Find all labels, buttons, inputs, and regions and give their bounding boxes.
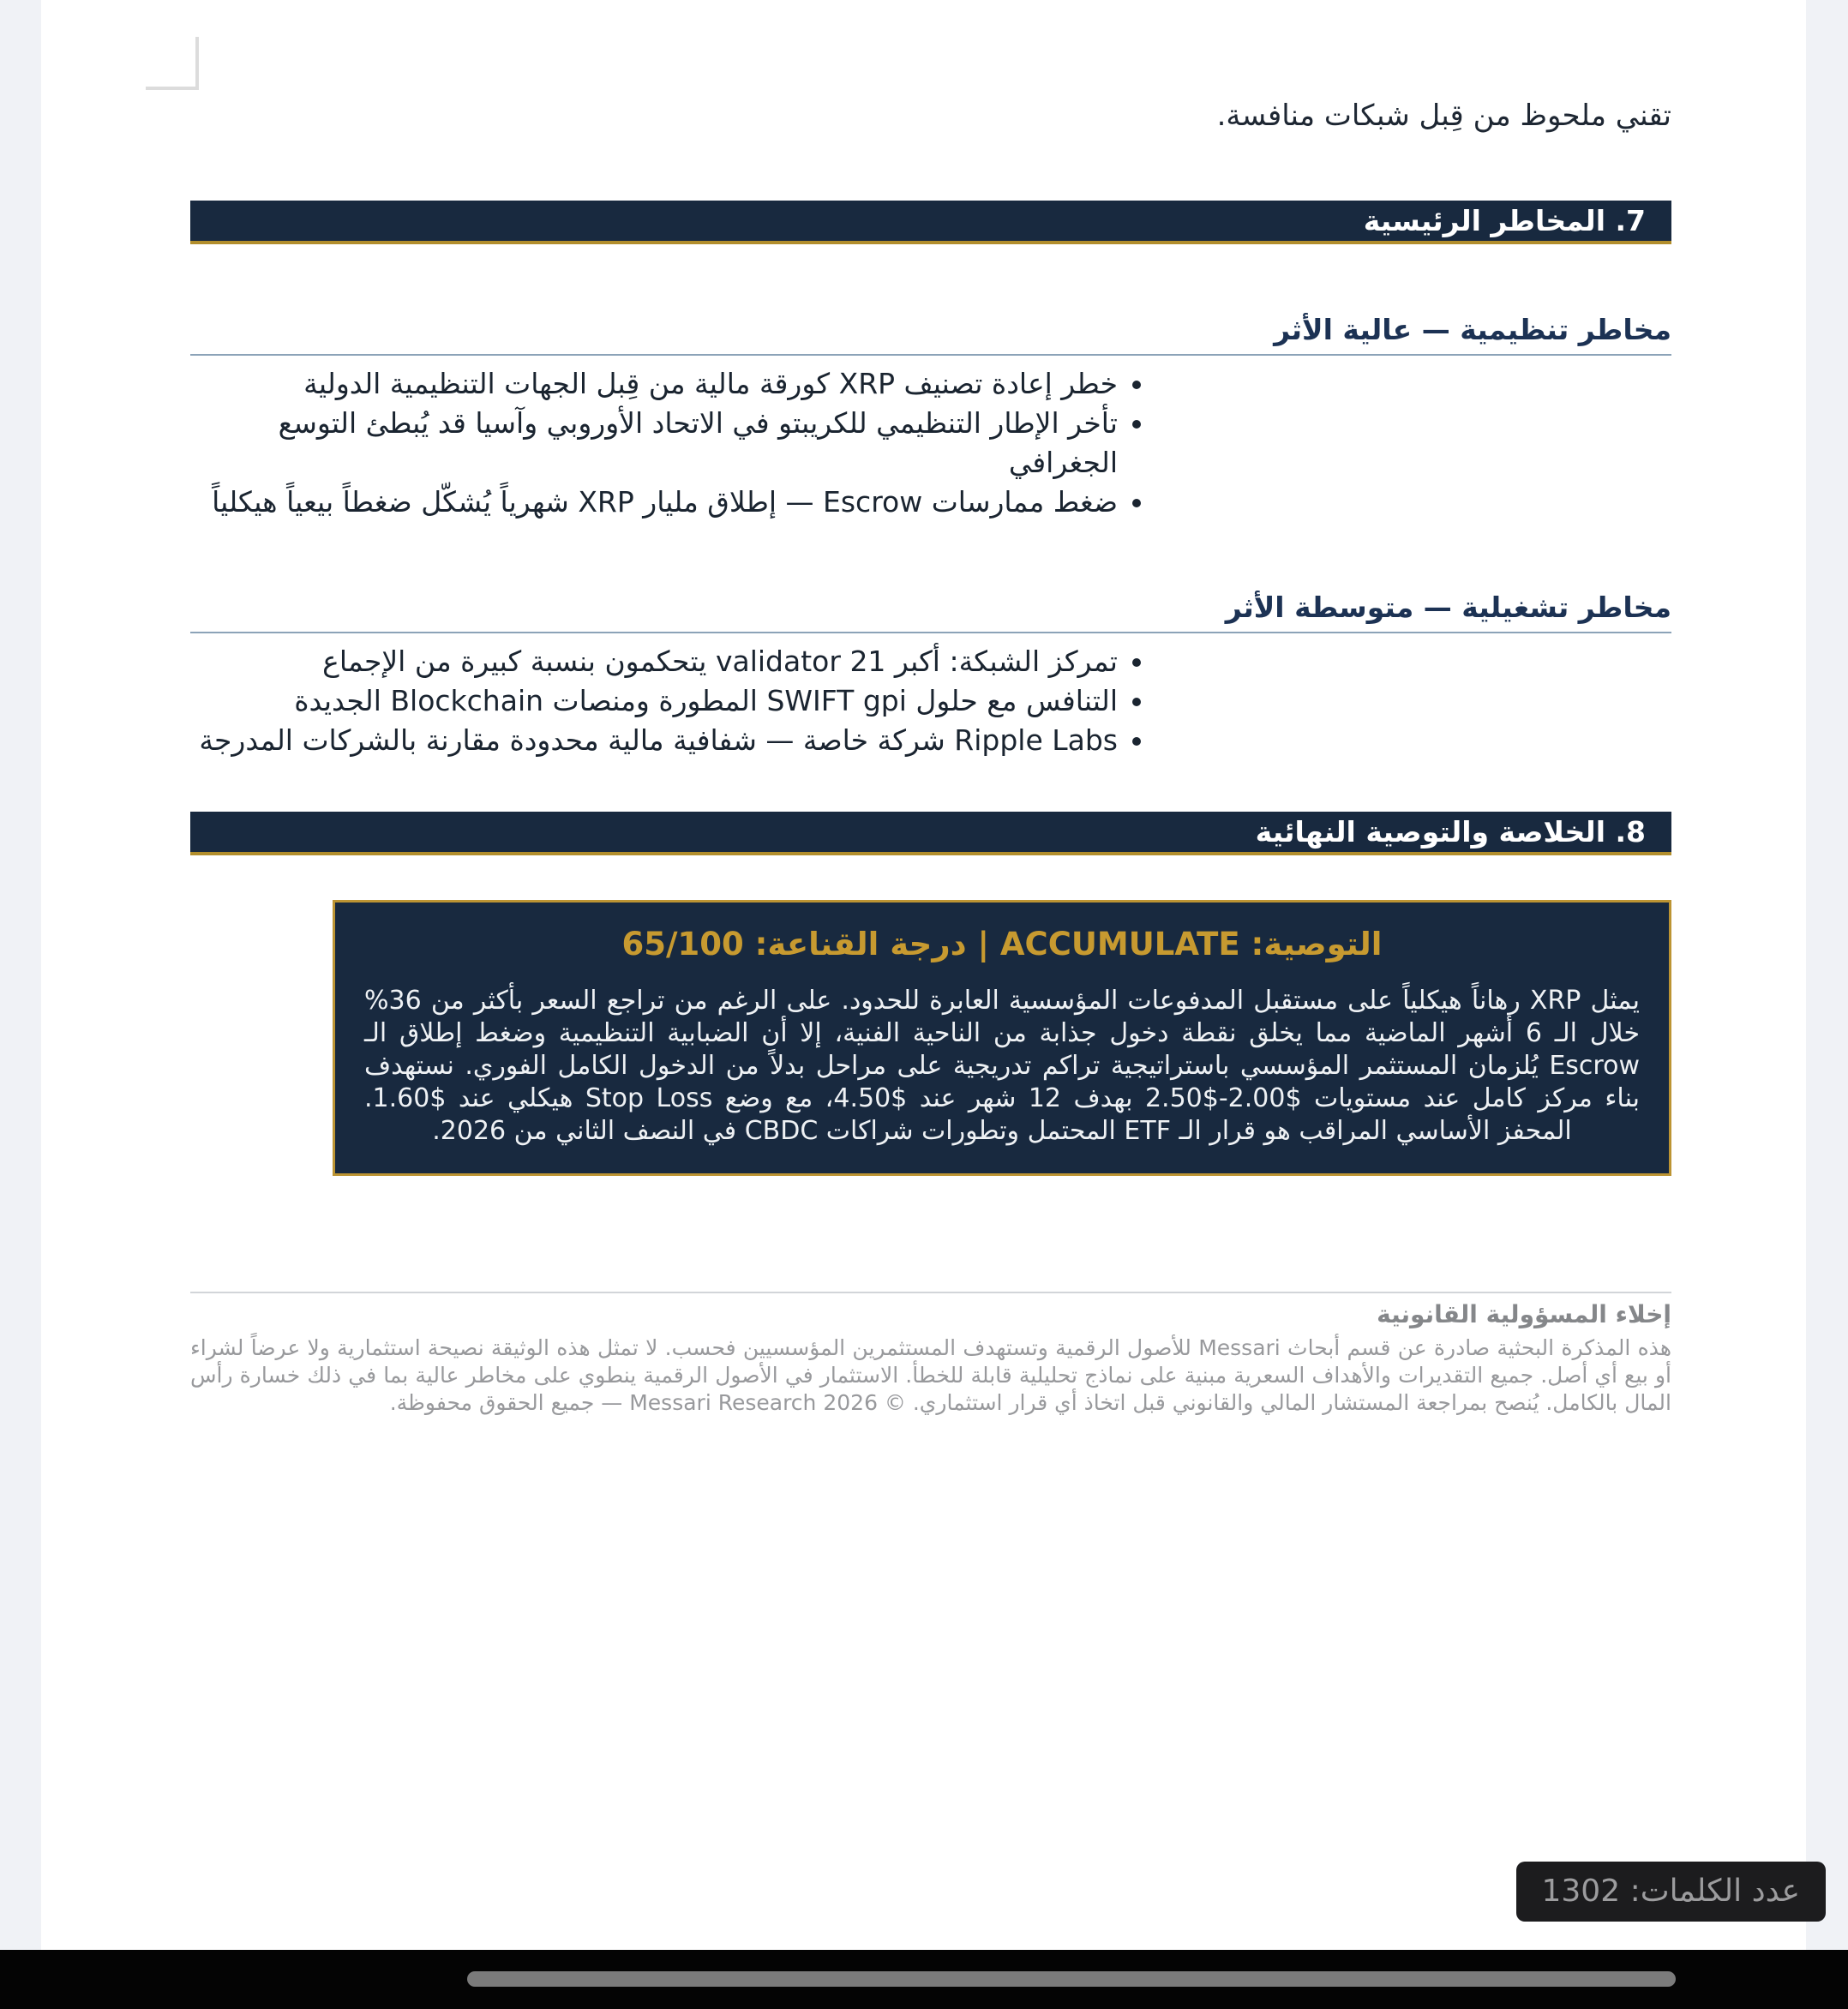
list-item: • التنافس مع حلول SWIFT gpi المطورة ومنصات Blockchain الجديدة [190,681,1118,721]
word-count-badge: عدد الكلمات: 1302 [1516,1862,1827,1922]
disclaimer-body: هذه المذكرة البحثية صادرة عن قسم أبحاث Messari للأصول الرقمية وتستهدف المستثمرين المؤسسيين فحسب. لا تمثل هذه الوثيقة نصيحة استثمارية ولا عرضاً لشراء أو بيع أي أصل. جميع التقديرات والأهداف السعرية مبنية على نماذج تحليلية قابلة للخطأ. الاستثمار في الأصول الرقمية ينطوي على مخاطر عالية بما في ذلك خسارة رأس المال بالكامل. يُنصح بمراجعة المستشار المالي والقانوني قبل اتخاذ أي قرار استثماري. © Messari Research 2026 — جميع الحقوق محفوظة. [190,1335,1672,1415]
recommendation-callout-box [333,900,1671,1176]
document-page [190,90,1671,1417]
list-item: • Ripple Labs شركة خاصة — شفافية مالية محدودة مقارنة بالشركات المدرجة [190,721,1118,760]
disclaimer-heading: إخلاء المسؤولية القانونية [1377,1300,1671,1328]
canvas-gutter-left [0,0,41,1950]
risk-group-heading-regulatory: مخاطر تنظيمية — عالية الأثر [190,313,1671,356]
list-item: • تأخر الإطار التنظيمي للكريبتو في الاتحاد الأوروبي وآسيا قد يُبطئ التوسع الجغرافي [190,404,1118,483]
list-item: • تمركز الشبكة: أكبر 21 validator يتحكمون بنسبة كبيرة من الإجماع [190,642,1118,681]
page-margin-corner-mark [146,37,199,90]
risk-group-heading-operational: مخاطر تشغيلية — متوسطة الأثر [190,591,1671,633]
recommendation-body: يمثل XRP رهاناً هيكلياً على مستقبل المدفوعات المؤسسية العابرة للحدود. على الرغم من تراجع السعر بأكثر من 36% خلال الـ 6 أشهر الماضية مما يخلق نقطة دخول جذابة من الناحية الفنية، إلا أن الضبابية التنظيمية وضغط إطلاق الـ Escrow يُلزمان المستثمر المؤسسي باستراتيجية تراكم تدريجية على مراحل بدلاً من الدخول الكامل الفوري. نستهدف بناء مركز كامل عند مستويات $2.00-$2.50 بهدف 12 شهر عند $4.50، مع وضع Stop Loss هيكلي عند $1.60. المحفز الأساسي المراقب هو قرار الـ ETF المحتمل وتطورات شراكات CBDC في النصف الثاني من 2026. [364,986,1640,1146]
canvas-gutter-right [1806,0,1848,1950]
recommendation-title: التوصية: ACCUMULATE | درجة القناعة: 65/100 [621,926,1383,963]
legal-disclaimer-section [190,1292,1671,1417]
list-item: • خطر إعادة تصنيف XRP كورقة مالية من قِبل الجهات التنظيمية الدولية [190,364,1118,404]
risk-list-regulatory [190,364,1140,522]
section-8-header-bar: 8. الخلاصة والتوصية النهائية [190,812,1671,855]
list-item: • ضغط ممارسات Escrow — إطلاق مليار XRP شهرياً يُشكّل ضغطاً بيعياً هيكلياً [190,483,1118,522]
section-7-header-bar: 7. المخاطر الرئيسية [190,201,1671,244]
risk-list-operational [190,642,1140,760]
horizontal-scrollbar-thumb[interactable] [467,1971,1676,1987]
horizontal-scrollbar-track[interactable] [0,1950,1848,2009]
paragraph-intro-fragment: تقني ملحوظ من قِبل شبكات منافسة. [1216,99,1671,133]
